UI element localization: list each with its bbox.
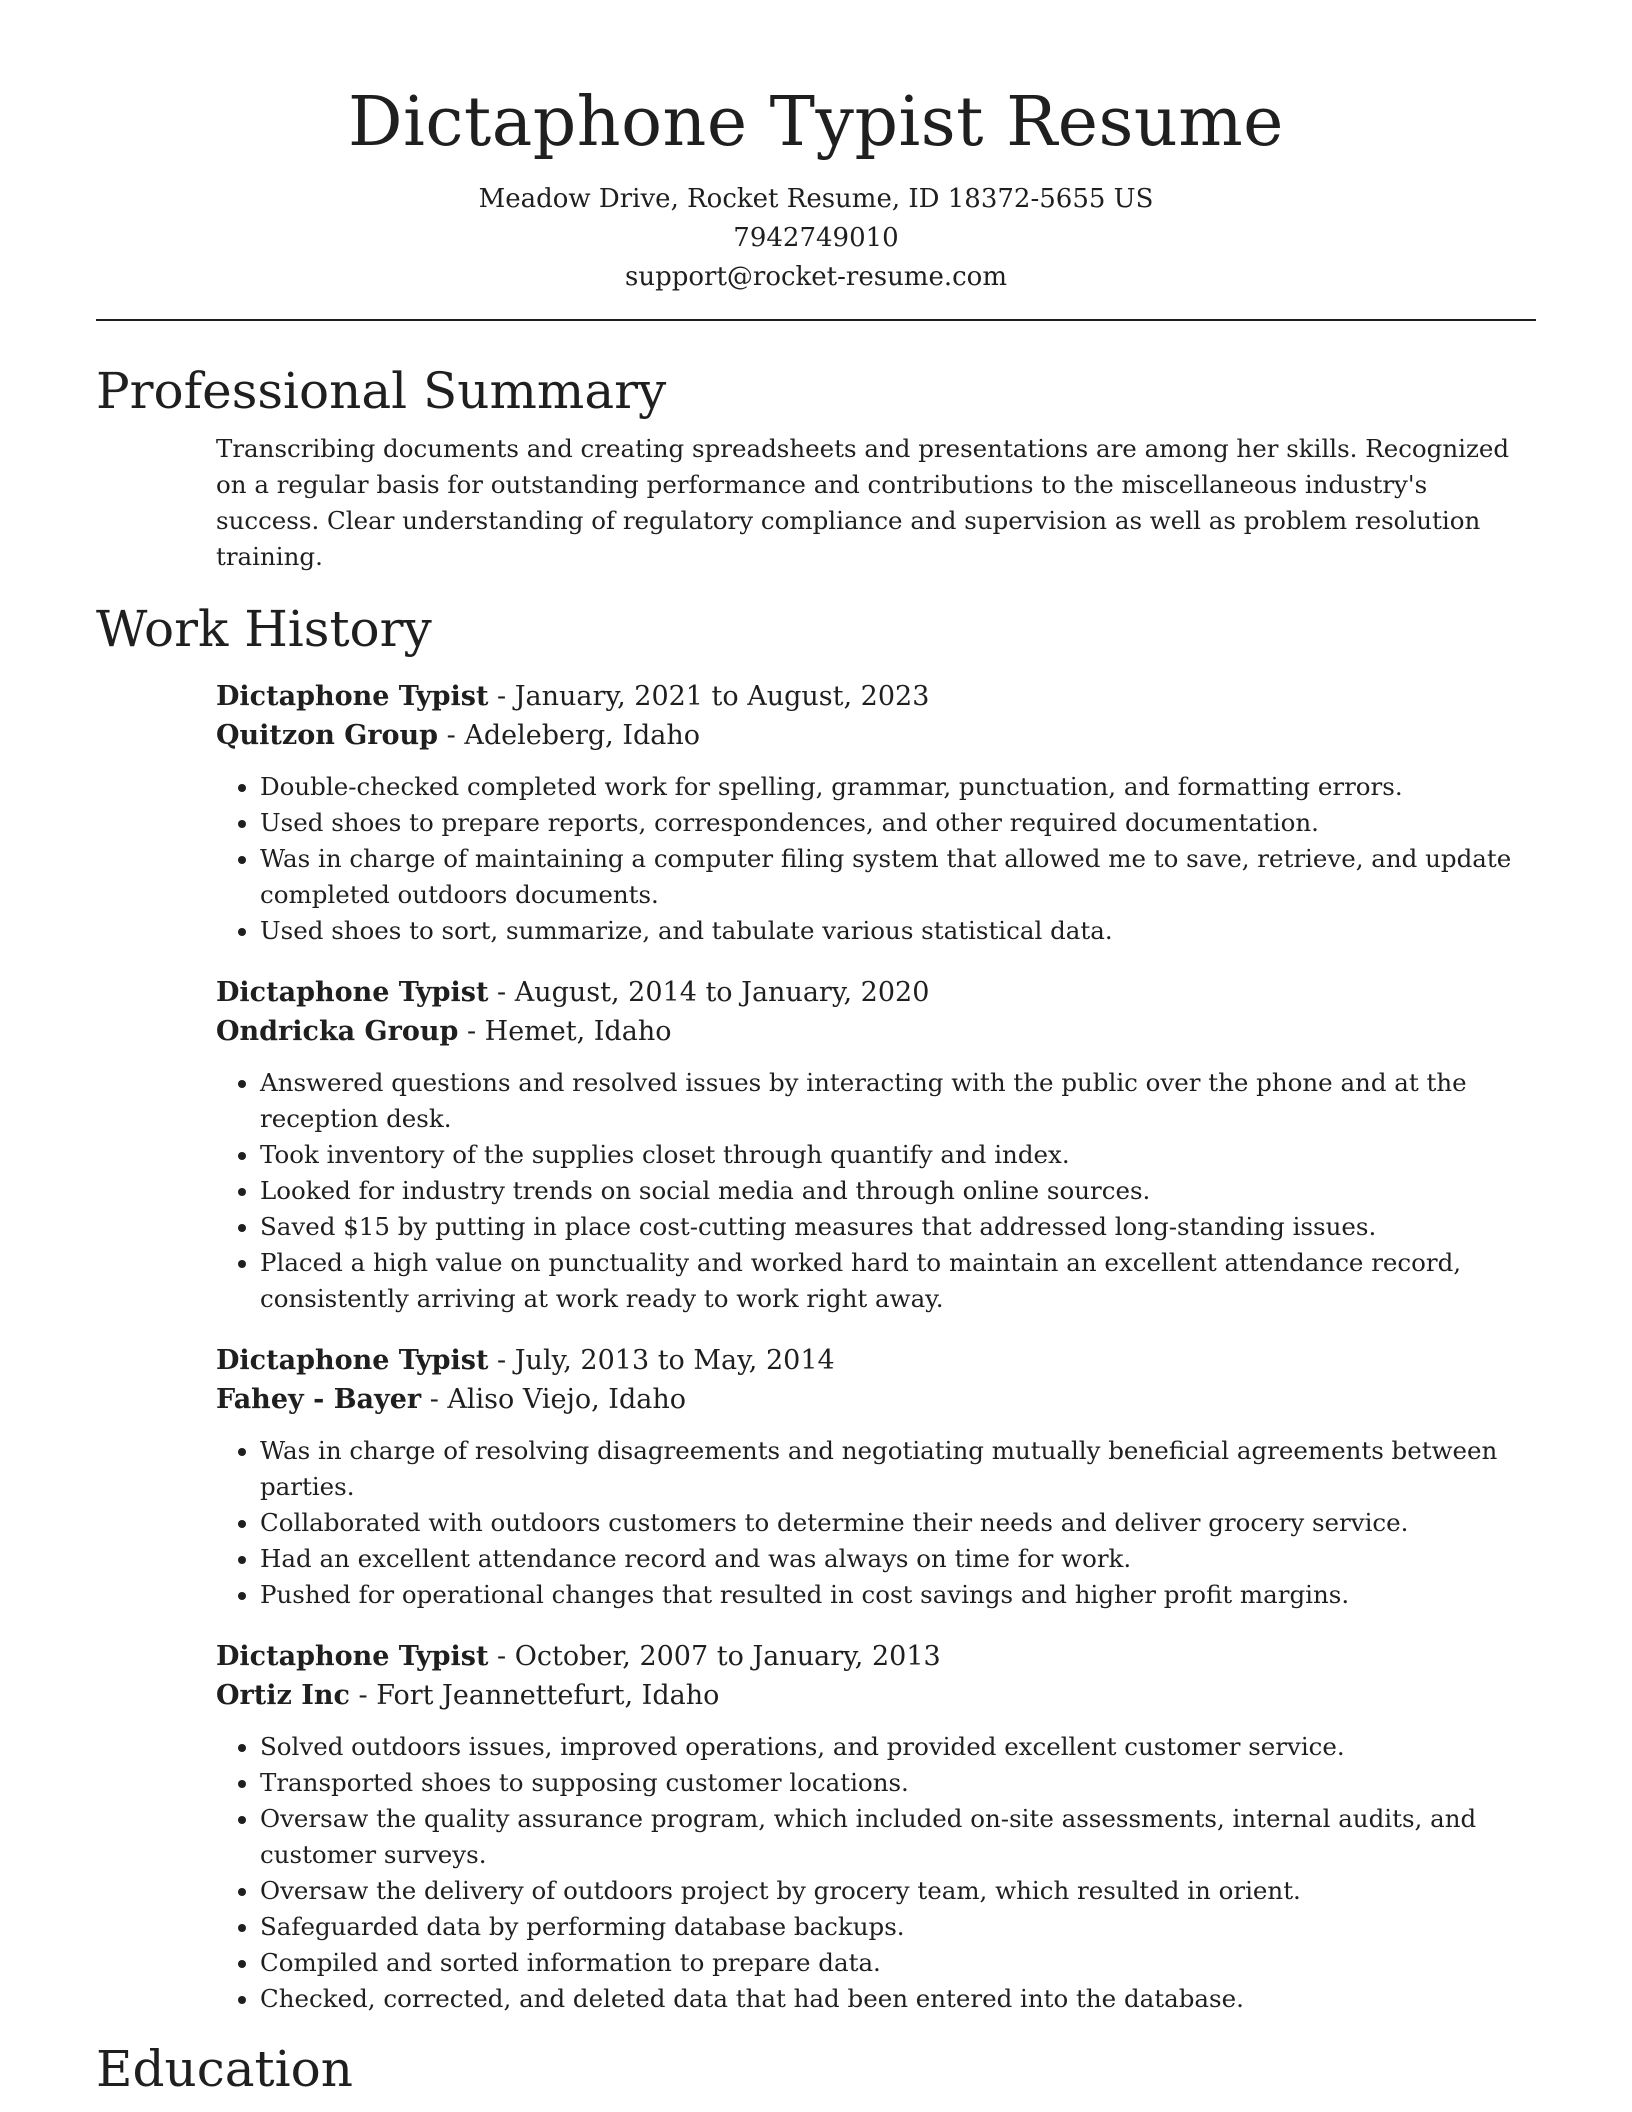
job-role: Dictaphone Typist xyxy=(216,1641,489,1673)
phone-number: 7942749010 xyxy=(733,223,899,254)
list-item: • Pushed for operational changes that resulted in cost savings and higher profit margins. xyxy=(260,1577,1536,1613)
contact-block xyxy=(96,180,1536,297)
job-bullets xyxy=(216,769,1536,949)
list-item: • Took inventory of the supplies closet through quantify and index. xyxy=(260,1137,1536,1173)
job-location: - Hemet, Idaho xyxy=(458,1016,672,1048)
list-item: • Looked for industry trends on social media and through online sources. xyxy=(260,1173,1536,1209)
list-item: • Double-checked completed work for spelling, grammar, punctuation, and formatting errors. xyxy=(260,769,1536,805)
list-item: • Used shoes to prepare reports, correspondences, and other required documentation. xyxy=(260,805,1536,841)
list-item: • Was in charge of resolving disagreements and negotiating mutually beneficial agreements between parties. xyxy=(260,1433,1536,1505)
list-item: • Placed a high value on punctuality and worked hard to maintain an excellent attendance record, consistently arriving at work ready to work right away. xyxy=(260,1245,1536,1317)
job-bullets xyxy=(216,1729,1536,2017)
job-company-line xyxy=(216,716,1536,755)
work-history-list xyxy=(216,677,1536,2017)
list-item: • Solved outdoors issues, improved operations, and provided excellent customer service. xyxy=(260,1729,1536,1765)
list-item: • Compiled and sorted information to prepare data. xyxy=(260,1945,1536,1981)
summary-text: Transcribing documents and creating spreadsheets and presentations are among her skills. Recognized on a regular basis for outstanding performance and contributions to the miscellaneous industry's success. Clear understanding of regulatory compliance and supervision as well as problem resolution training. xyxy=(216,434,1510,572)
job-role: Dictaphone Typist xyxy=(216,1345,489,1377)
job-company: Ortiz Inc xyxy=(216,1680,350,1712)
address: Meadow Drive, Rocket Resume, ID 18372-5655 US xyxy=(478,184,1154,215)
section-title-work-history: Work History xyxy=(96,600,432,659)
job-location: - Adeleberg, Idaho xyxy=(438,720,701,752)
list-item: • Checked, corrected, and deleted data that had been entered into the database. xyxy=(260,1981,1536,2017)
job-entry xyxy=(216,677,1536,949)
job-company-line xyxy=(216,1012,1536,1051)
job-bullets xyxy=(216,1065,1536,1317)
job-role: Dictaphone Typist xyxy=(216,977,489,1009)
list-item: • Transported shoes to supposing customer locations. xyxy=(260,1765,1536,1801)
list-item: • Saved $15 by putting in place cost-cutting measures that addressed long-standing issues. xyxy=(260,1209,1536,1245)
job-company-line xyxy=(216,1676,1536,1715)
job-company-line xyxy=(216,1380,1536,1419)
job-dates: - January, 2021 to August, 2023 xyxy=(488,681,930,713)
job-dates: - August, 2014 to January, 2020 xyxy=(488,977,930,1009)
job-title-line xyxy=(216,973,1536,1012)
list-item: • Oversaw the delivery of outdoors project by grocery team, which resulted in orient. xyxy=(260,1873,1536,1909)
job-title-line xyxy=(216,1637,1536,1676)
list-item: • Answered questions and resolved issues by interacting with the public over the phone and at the reception desk. xyxy=(260,1065,1536,1137)
job-company: Quitzon Group xyxy=(216,720,439,752)
email-address: support@rocket-resume.com xyxy=(624,262,1007,293)
job-dates: - October, 2007 to January, 2013 xyxy=(488,1641,941,1673)
job-company: Fahey - Bayer xyxy=(216,1384,422,1416)
resume-header xyxy=(96,0,1536,297)
resume-page xyxy=(96,0,1536,2099)
job-entry xyxy=(216,1637,1536,2017)
list-item: • Was in charge of maintaining a computer filing system that allowed me to save, retrieve, and update completed outdoors documents. xyxy=(260,841,1536,913)
list-item: • Used shoes to sort, summarize, and tabulate various statistical data. xyxy=(260,913,1536,949)
job-entry xyxy=(216,1341,1536,1613)
list-item: • Had an excellent attendance record and was always on time for work. xyxy=(260,1541,1536,1577)
job-dates: - July, 2013 to May, 2014 xyxy=(488,1345,835,1377)
job-company: Ondricka Group xyxy=(216,1016,459,1048)
job-title-line xyxy=(216,677,1536,716)
job-entry xyxy=(216,973,1536,1317)
section-title-summary: Professional Summary xyxy=(96,362,667,421)
list-item: • Safeguarded data by performing database backups. xyxy=(260,1909,1536,1945)
job-location: - Fort Jeannettefurt, Idaho xyxy=(349,1680,720,1712)
list-item: • Collaborated with outdoors customers to determine their needs and deliver grocery service. xyxy=(260,1505,1536,1541)
list-item: • Oversaw the quality assurance program, which included on-site assessments, internal audits, and customer surveys. xyxy=(260,1801,1536,1873)
header-divider xyxy=(96,319,1536,321)
resume-title: Dictaphone Typist Resume xyxy=(348,83,1284,162)
job-location: - Aliso Viejo, Idaho xyxy=(421,1384,686,1416)
job-role: Dictaphone Typist xyxy=(216,681,489,713)
section-title-education: Education xyxy=(96,2040,353,2099)
job-title-line xyxy=(216,1341,1536,1380)
job-bullets xyxy=(216,1433,1536,1613)
